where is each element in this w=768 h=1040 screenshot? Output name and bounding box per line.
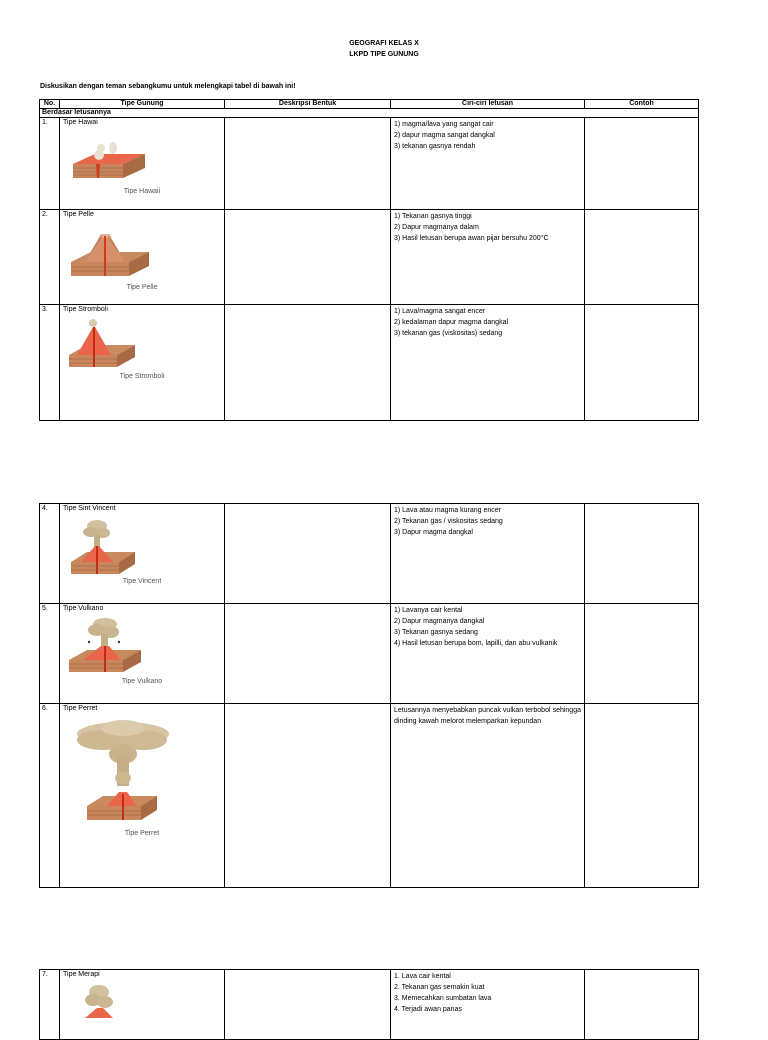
traits-cell: [391, 704, 585, 888]
table-row: [40, 118, 699, 210]
row-number: 3.: [40, 305, 60, 421]
table-header-row: [40, 100, 699, 109]
hawaii-volcano-illustration: [63, 130, 153, 188]
column-header-no: No.: [40, 100, 60, 109]
trait-item: 3) tekanan gasnya rendah: [394, 143, 476, 150]
type-cell: [60, 210, 225, 305]
table-row: [40, 305, 699, 421]
row-number: 2.: [40, 210, 60, 305]
traits-list: [394, 505, 581, 538]
trait-item: 3) Hasil letusan berupa awan pijar bersuhu 200°C: [394, 235, 549, 242]
traits-cell: [391, 504, 585, 604]
table-row: [40, 704, 699, 888]
vulkano-volcano-illustration: [63, 616, 147, 678]
type-name: Tipe Stromboli: [63, 306, 108, 313]
trait-item: 3) Tekanan gasnya sedang: [394, 629, 478, 636]
perret-volcano-illustration: [63, 716, 183, 830]
type-name: Tipe Pelle: [63, 211, 94, 218]
vincent-volcano-illustration: [63, 516, 143, 578]
trait-item: 1) magma/lava yang sangat cair: [394, 121, 494, 128]
description-cell: [225, 210, 391, 305]
row-number: 7.: [40, 970, 60, 1040]
trait-item: 4) Hasil letusan berupa bom, lapilli, dan abu vulkanik: [394, 640, 558, 647]
row-number: 6.: [40, 704, 60, 888]
type-name: Tipe Sint Vincent: [63, 505, 116, 512]
type-name: Tipe Merapi: [63, 971, 100, 978]
figure-caption: Tipe Pelle: [126, 284, 158, 291]
merapi-volcano-illustration: [63, 982, 143, 1018]
traits-list: [394, 306, 581, 339]
description-cell: [225, 604, 391, 704]
trait-item: 3) Dapur magma dangkal: [394, 529, 473, 536]
traits-cell: [391, 305, 585, 421]
trait-item: 2) kedalaman dapur magma dangkal: [394, 319, 509, 326]
type-cell: [60, 118, 225, 210]
traits-paragraph: Letusannya menyebabkan puncak vulkan terbobol sehingga dinding kawah melorot melemparkan kepundan: [394, 707, 581, 725]
trait-item: 2) Dapur magmanya dangkal: [394, 618, 485, 625]
description-cell: [225, 704, 391, 888]
section-row: [40, 109, 699, 118]
example-cell: [585, 210, 699, 305]
trait-item: 2) Tekanan gas / viskositas sedang: [394, 518, 503, 525]
example-cell: [585, 305, 699, 421]
traits-cell: [391, 118, 585, 210]
volcano-table-part-3: [39, 969, 699, 1040]
description-cell: [225, 118, 391, 210]
trait-item: 1) Lavanya cair kental: [394, 607, 463, 614]
document-subtitle: LKPD TIPE GUNUNG: [349, 51, 419, 58]
trait-item: 3. Memecahkan sumbatan lava: [394, 995, 492, 1002]
table-row: [40, 210, 699, 305]
table-row: [40, 970, 699, 1040]
example-cell: [585, 604, 699, 704]
type-cell: [60, 305, 225, 421]
figure-caption: Tipe Perret: [124, 830, 160, 837]
traits-cell: [391, 970, 585, 1040]
type-name: Tipe Perret: [63, 705, 98, 712]
trait-item: 1) Lava atau magma kurang encer: [394, 507, 502, 514]
traits-list: [394, 971, 581, 1015]
column-header-description: Deskripsi Bentuk: [225, 100, 391, 109]
column-header-example: Contoh: [585, 100, 699, 109]
document-title: GEOGRAFI KELAS X: [349, 40, 419, 47]
traits-cell: [391, 604, 585, 704]
row-number: 5.: [40, 604, 60, 704]
type-name: Tipe Hawai: [63, 119, 98, 126]
table-row: [40, 604, 699, 704]
stromboli-volcano-illustration: [63, 317, 143, 373]
example-cell: [585, 504, 699, 604]
traits-list: [394, 605, 581, 649]
volcano-table-part-2: [39, 503, 699, 888]
type-cell: [60, 704, 225, 888]
type-cell: [60, 504, 225, 604]
description-cell: [225, 970, 391, 1040]
table-row: [40, 504, 699, 604]
pelle-volcano-illustration: [63, 222, 155, 284]
type-cell: [60, 604, 225, 704]
traits-cell: [391, 210, 585, 305]
description-cell: [225, 305, 391, 421]
section-label: Berdasar letusannya: [40, 109, 699, 118]
instruction-text: Diskusikan dengan teman sebangkumu untuk melengkapi tabel di bawah ini!: [40, 83, 296, 90]
trait-item: 1) Lava/magma sangat encer: [394, 308, 486, 315]
trait-item: 3) tekanan gas (viskositas) sedang: [394, 330, 503, 337]
trait-item: 2) dapur magma sangat dangkal: [394, 132, 495, 139]
figure-caption: Tipe Hawaii: [123, 188, 161, 195]
trait-item: 2) Dapur magmanya dalam: [394, 224, 479, 231]
type-name: Tipe Vulkano: [63, 605, 104, 612]
example-cell: [585, 970, 699, 1040]
trait-item: 1) Tekanan gasnya tinggi: [394, 213, 472, 220]
traits-list: [394, 211, 581, 244]
volcano-table-part-1: [39, 99, 699, 421]
figure-caption: Tipe Vincent: [122, 578, 162, 585]
trait-item: 4. Terjadi awan panas: [394, 1006, 462, 1013]
traits-list: [394, 119, 581, 152]
row-number: 4.: [40, 504, 60, 604]
trait-item: 2. Tekanan gas semakin kuat: [394, 984, 485, 991]
type-cell: [60, 970, 225, 1040]
figure-caption: Tipe Stromboli: [119, 373, 165, 380]
row-number: 1.: [40, 118, 60, 210]
example-cell: [585, 704, 699, 888]
description-cell: [225, 504, 391, 604]
figure-caption: Tipe Vulkano: [121, 678, 163, 685]
column-header-traits: Ciri-ciri letusan: [391, 100, 585, 109]
trait-item: 1. Lava cair kental: [394, 973, 451, 980]
example-cell: [585, 118, 699, 210]
column-header-type: Tipe Gunung: [60, 100, 225, 109]
